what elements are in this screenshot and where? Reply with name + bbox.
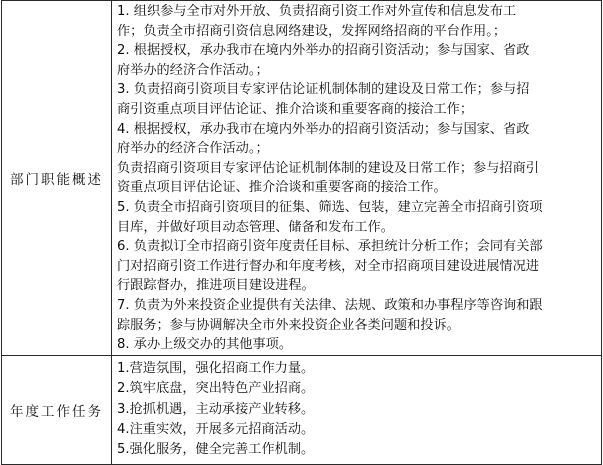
- duties-line: 6. 负责拟订全市招商引资年度责任目标、承担统计分析工作；会同有关部: [117, 239, 543, 255]
- duties-line: 2. 根据授权，承办我市在境内外举办的招商引资活动；参与国家、省政: [117, 43, 530, 59]
- annual-tasks-content-cell: [112, 355, 602, 464]
- task-line: 2.筑牢底盘，突出特色产业招商。: [117, 381, 315, 397]
- table-row-duties: [2, 1, 602, 356]
- task-line: 3.抢抓机遇，主动承接产业转移。: [117, 401, 315, 417]
- duties-line: 负责招商引资项目专家评估论证机制体制的建设及日常工作；参与招商引: [117, 160, 539, 176]
- row-label-duties: 部门职能概述: [2, 1, 112, 356]
- table-row-annual-tasks: [2, 355, 602, 464]
- duties-content-cell: [112, 1, 602, 356]
- duties-line: 门对招商引资工作进行督办和年度考核，对全市招商项目建设进展情况进: [117, 258, 539, 274]
- duties-list: [117, 1, 601, 355]
- task-line: 5.强化服务，健全完善工作机制。: [117, 441, 315, 457]
- duties-line: 府举办的经济合作活动。；: [117, 62, 269, 78]
- annual-tasks-list: [117, 359, 601, 460]
- duties-line: 8. 承办上级交办的其他事项。: [117, 337, 293, 353]
- duties-line: 3. 负责招商引资项目专家评估论证机制体制的建设及日常工作；参与招: [117, 82, 530, 98]
- duties-line: 7. 负责为外来投资企业提供有关法律、法规、政策和办事程序等咨询和跟: [117, 297, 543, 313]
- department-info-table: [1, 0, 602, 465]
- duties-line: 4. 根据授权，承办我市在境内外举办的招商引资活动；参与国家、省政: [117, 121, 530, 137]
- duties-line: 1. 组织参与全市对外开放、负责招商引资工作对外宣传和信息发布工: [117, 4, 517, 19]
- duties-line: 作；负责全市招商引资信息网络建设，发挥网络招商的平台作用。；: [117, 23, 507, 39]
- duties-line: 商引资重点项目评估论证、推介洽谈和重要客商的接洽工作；: [117, 101, 474, 117]
- duties-line: 目库，并做好项目动态管理、储备和发布工作。: [117, 219, 394, 235]
- row-label-annual-tasks: 年度工作任务: [2, 355, 112, 464]
- duties-line: 资重点项目评估论证、推介洽谈和重要客商的接洽工作。: [117, 180, 447, 196]
- duties-line: 5. 负责全市招商引资项目的征集、筛选、包装，建立完善全市招商引资项: [117, 199, 543, 215]
- duties-line: 行跟踪督办，推进项目建设进程。: [117, 278, 315, 294]
- task-line: 4.注重实效，开展多元招商活动。: [117, 421, 315, 437]
- duties-line: 踪服务；参与协调解决全市外来投资企业各类问题和投诉。: [117, 317, 460, 333]
- duties-line: 府举办的经济合作活动。；: [117, 141, 269, 157]
- task-line: 1.营造氛围，强化招商工作力量。: [117, 361, 315, 377]
